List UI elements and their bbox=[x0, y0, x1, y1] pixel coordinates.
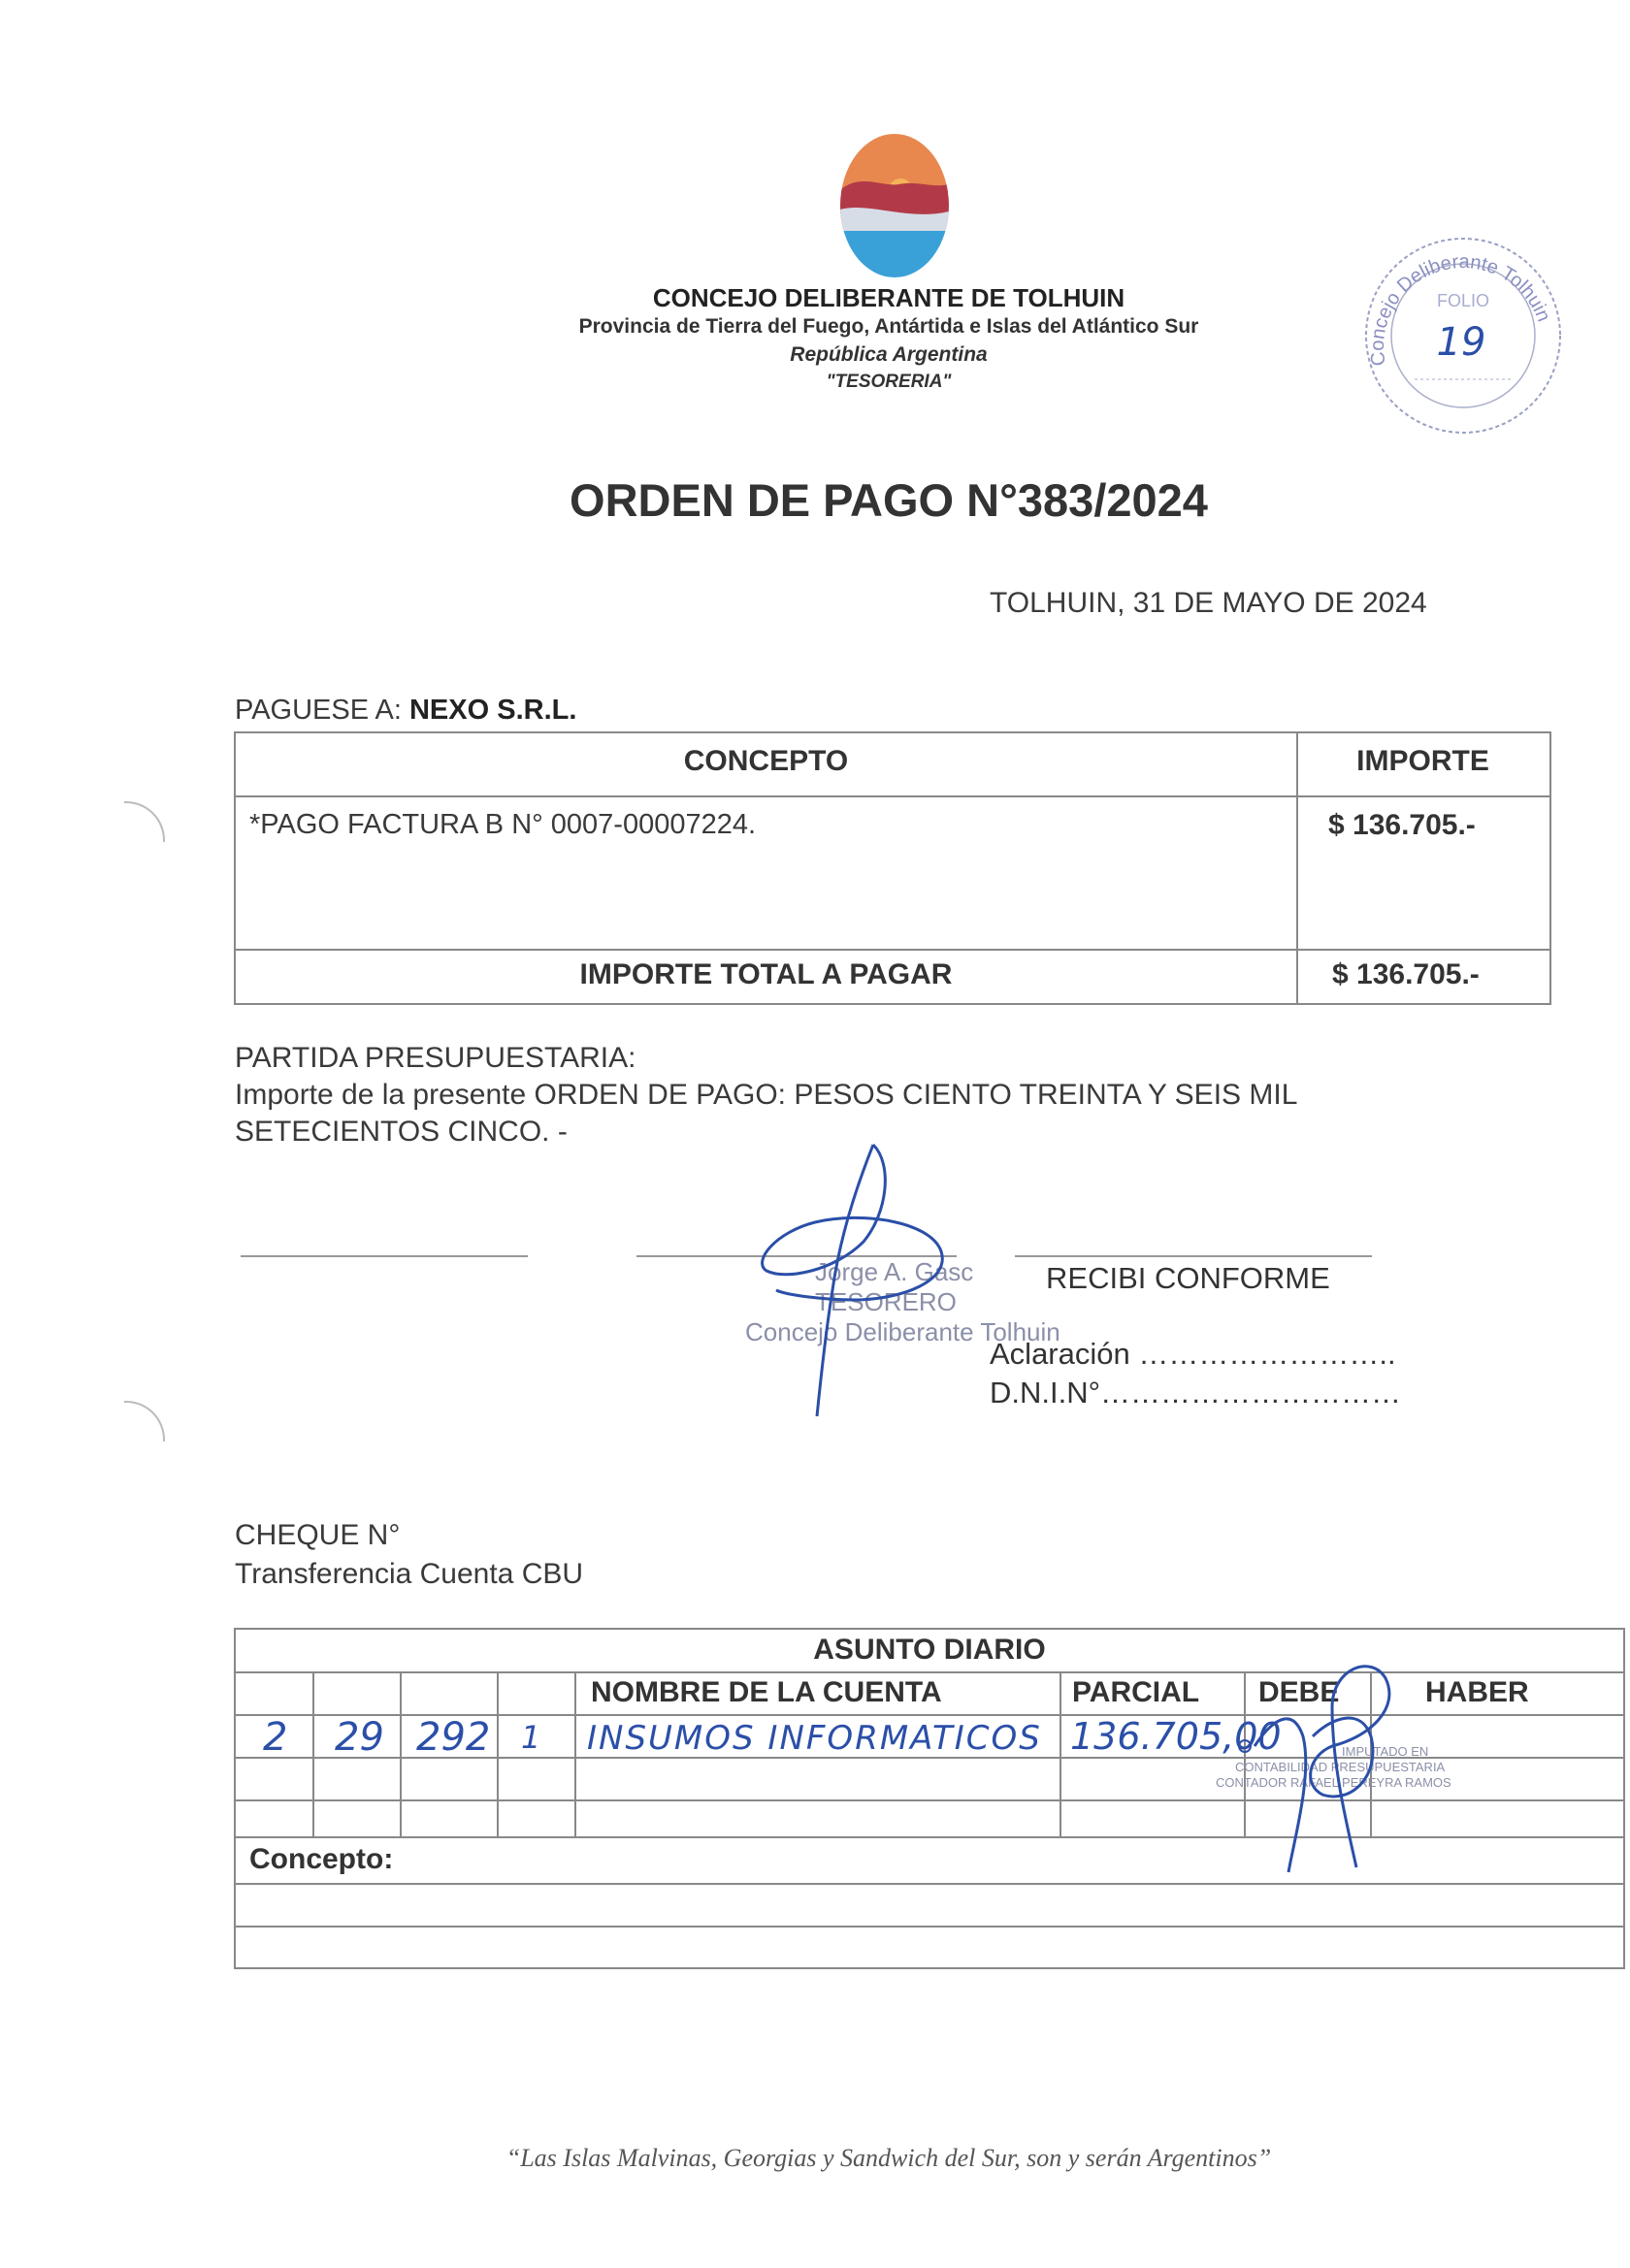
credit-header: HABER bbox=[1425, 1676, 1529, 1708]
asunto-diario-table bbox=[234, 1628, 1625, 1969]
org-name: CONCEJO DELIBERANTE DE TOLHUIN bbox=[652, 283, 1125, 312]
punch-hole-mark bbox=[124, 801, 165, 842]
treasurer-name: Jorge A. Gasc bbox=[815, 1257, 974, 1286]
aclaracion-field: Aclaración …………………….. bbox=[990, 1337, 1396, 1371]
svg-text:FOLIO: FOLIO bbox=[1436, 291, 1490, 310]
footer-motto: “Las Islas Malvinas, Georgias y Sandwich del Sur, son y serán Argentinos” bbox=[505, 2144, 1272, 2172]
department-line: "TESORERIA" bbox=[826, 372, 952, 392]
accounting-stamp-line3: CONTADOR RAFAEL PEREYRA RAMOS bbox=[1216, 1775, 1451, 1790]
code-cell: 2 bbox=[263, 1715, 288, 1760]
receipt-label: RECIBI CONFORME bbox=[1046, 1261, 1330, 1295]
signature-line-left bbox=[241, 1255, 528, 1257]
partida-title: PARTIDA PRESUPUESTARIA: bbox=[235, 1042, 636, 1074]
payee-label: PAGUESE A: bbox=[235, 695, 402, 726]
total-amount: $ 136.705.- bbox=[1332, 958, 1480, 990]
partial-header: PARCIAL bbox=[1072, 1676, 1200, 1708]
signature-line-receipt bbox=[1015, 1255, 1372, 1257]
debit-header: DEBE bbox=[1258, 1676, 1340, 1708]
asunto-diario-title: ASUNTO DIARIO bbox=[813, 1634, 1046, 1666]
payee-line bbox=[235, 695, 576, 727]
cheque-label: CHEQUE N° bbox=[235, 1519, 401, 1551]
accountant-signature bbox=[1216, 1649, 1429, 1882]
punch-hole-mark bbox=[124, 1401, 165, 1442]
account-cell: INSUMOS INFORMATICOS bbox=[587, 1719, 1042, 1758]
folio-stamp bbox=[1347, 219, 1580, 452]
partida-amount-words-cont: SETECIENTOS CINCO. - bbox=[235, 1116, 568, 1148]
amount-cell: $ 136.705.- bbox=[1328, 809, 1476, 841]
total-label: IMPORTE TOTAL A PAGAR bbox=[579, 958, 953, 990]
payment-method bbox=[235, 1516, 583, 1594]
partida-block bbox=[235, 1040, 1297, 1150]
partida-amount-words: Importe de la presente ORDEN DE PAGO: PESOS CIENTO TREINTA Y SEIS MIL bbox=[235, 1079, 1298, 1111]
payee-name: NEXO S.R.L. bbox=[408, 695, 577, 726]
accounting-stamp-line2: CONTABILIDAD PRESUPUESTARIA bbox=[1235, 1760, 1446, 1774]
svg-text:19: 19 bbox=[1436, 320, 1486, 365]
treasurer-role: TESORERO bbox=[815, 1287, 957, 1316]
concept-table bbox=[234, 731, 1551, 1005]
concept-cell: *PAGO FACTURA B N° 0007-00007224. bbox=[249, 809, 757, 840]
code-cell: 29 bbox=[335, 1715, 384, 1760]
concejo-logo bbox=[840, 134, 949, 277]
transfer-label: Transferencia Cuenta CBU bbox=[235, 1558, 584, 1590]
code-cell: 292 bbox=[416, 1715, 491, 1760]
concept-header: CONCEPTO bbox=[683, 745, 849, 777]
republic-line: República Argentina bbox=[790, 343, 988, 366]
svg-text:Concejo Deliberante Tolhuin: Concejo Deliberante Tolhuin bbox=[1366, 250, 1555, 368]
code-cell: 1 bbox=[521, 1719, 541, 1756]
document-date: TOLHUIN, 31 DE MAYO DE 2024 bbox=[990, 587, 1427, 619]
dni-field: D.N.I.N°………………………… bbox=[990, 1376, 1402, 1409]
account-name-header: NOMBRE DE LA CUENTA bbox=[591, 1676, 942, 1708]
treasurer-org: Concejo Deliberante Tolhuin bbox=[745, 1317, 1060, 1346]
accounting-stamp-line1: IMPUTADO EN bbox=[1342, 1744, 1429, 1759]
page-title: ORDEN DE PAGO N°383/2024 bbox=[570, 474, 1208, 526]
treasurer-signature bbox=[747, 1135, 980, 1426]
province-line: Provincia de Tierra del Fuego, Antártida e Islas del Atlántico Sur bbox=[578, 315, 1199, 338]
concepto-label: Concepto: bbox=[249, 1843, 394, 1875]
amount-header: IMPORTE bbox=[1356, 745, 1489, 777]
partial-cell: 136.705,00 bbox=[1070, 1715, 1282, 1758]
